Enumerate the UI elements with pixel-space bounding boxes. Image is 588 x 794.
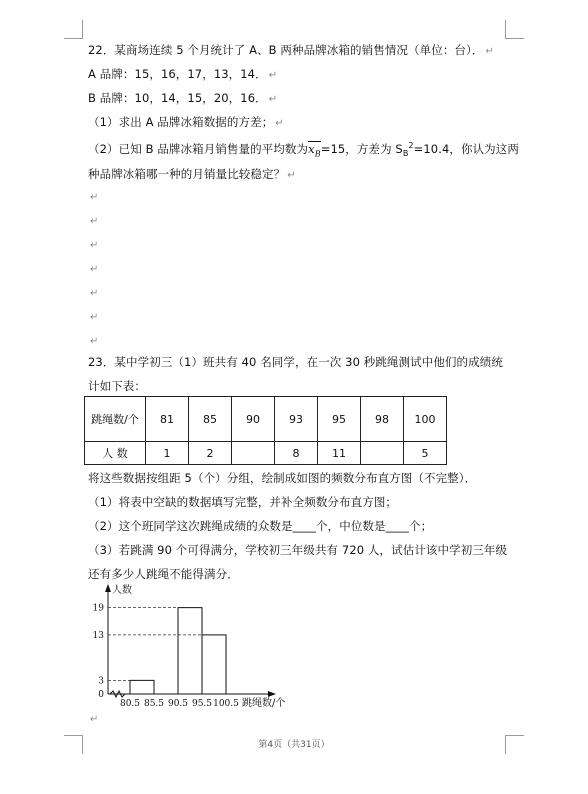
paragraph-mark-icon: ↵ [275, 118, 284, 129]
y-tick-label: 13 [92, 630, 104, 641]
q23-part1-text: （1）将表中空缺的数据填写完整，并补全频数分布直方图； [88, 495, 398, 509]
histogram-bar [130, 680, 154, 694]
q22-part2-b: =15，方差为 S [320, 141, 403, 156]
corner-mark-top-left [64, 20, 83, 39]
score-row-header: 跳绳数/个 [85, 397, 146, 442]
corner-mark-top-right [505, 20, 524, 39]
score-cell: 93 [275, 397, 318, 442]
variance-superscript: 2 [408, 141, 414, 150]
empty-paragraph-mark-icon: ↵ [90, 288, 99, 299]
y-tick-label: 19 [92, 603, 104, 614]
q23-title-line1 [88, 354, 503, 370]
score-cell: 100 [404, 397, 447, 442]
paragraph-mark-icon: ↵ [287, 170, 296, 181]
paragraph-mark-icon: ↵ [485, 46, 494, 57]
y-axis-label: 人数 [112, 585, 132, 596]
score-row [85, 397, 447, 442]
q23-part2-text: （2）这个班同学这次跳绳成绩的众数是____个，中位数是____个； [88, 519, 433, 533]
q22-part2-a: （2）已知 B 品牌冰箱月销售量的平均数为 [88, 141, 309, 156]
score-cell: 90 [232, 397, 275, 442]
empty-paragraph-mark-icon: ↵ [90, 240, 99, 251]
empty-paragraph-mark-icon: ↵ [90, 714, 99, 725]
q22-a-values-text: A 品牌：15，16，17，13，14． [88, 67, 267, 81]
count-cell-blank [232, 442, 275, 465]
q22-part2-line2-text: 种品牌冰箱哪一种的月销量比较稳定？ [88, 167, 286, 181]
score-cell: 98 [361, 397, 404, 442]
q22-title [88, 42, 494, 60]
empty-paragraph-mark-icon: ↵ [90, 264, 99, 275]
paragraph-mark-icon: ↵ [268, 70, 278, 81]
x-tick-label: 90.5 [167, 699, 189, 709]
y-tick-label: 0 [98, 690, 104, 700]
q23-part2 [88, 518, 432, 534]
q23-part3-line2-text: 还有多少人跳绳不能得满分． [88, 567, 239, 581]
score-table [84, 396, 447, 465]
q23-title-line2 [88, 378, 146, 394]
mean-symbol [308, 141, 321, 159]
variance-subscript: B [402, 149, 409, 159]
y-tick-label: 3 [98, 676, 104, 687]
count-cell: 5 [404, 442, 447, 465]
q22-a-values [88, 66, 277, 84]
count-cell: 1 [146, 442, 189, 465]
empty-paragraph-mark-icon: ↵ [90, 336, 99, 347]
histogram-bar [202, 635, 226, 694]
q23-part3-line2 [88, 566, 239, 582]
mean-subscript: B [314, 149, 321, 159]
score-cell: 95 [318, 397, 361, 442]
x-axis-label: 跳绳数/个 [242, 698, 286, 709]
score-cell: 85 [189, 397, 232, 442]
empty-paragraph-mark-icon: ↵ [90, 312, 99, 323]
q22-part1 [88, 114, 284, 132]
q22-part2-line2 [88, 166, 296, 184]
count-row [85, 442, 447, 465]
page-footer: 第4页（共31页） [258, 740, 330, 750]
score-cell: 81 [146, 397, 189, 442]
q22-part2 [88, 138, 519, 162]
q23-instruction-text: 将这些数据按组距 5（个）分组，绘制成如图的频数分布直方图（不完整）． [88, 471, 477, 485]
q22-b-values-text: B 品牌：10，14，15，20，16． [88, 91, 267, 105]
q22-part2-c: =10.4，你认为这两 [413, 141, 519, 156]
q23-part3-line1 [88, 542, 507, 558]
empty-paragraph-mark-icon: ↵ [90, 216, 99, 227]
x-tick-label: 80.5 [119, 699, 141, 709]
y-axis-arrow-icon [105, 584, 111, 592]
histogram-bar [178, 608, 202, 694]
q23-instruction [88, 470, 476, 486]
count-cell: 8 [275, 442, 318, 465]
x-tick-label: 95.5 [191, 699, 213, 709]
q23-part1 [88, 494, 397, 510]
count-cell-blank [361, 442, 404, 465]
x-tick-label: 85.5 [143, 699, 165, 709]
frequency-histogram [82, 582, 322, 714]
empty-paragraph-mark-icon: ↵ [90, 192, 99, 203]
mean-symbol-letter: x [308, 141, 315, 156]
count-cell: 2 [189, 442, 232, 465]
paragraph-mark-icon: ↵ [268, 94, 278, 105]
q23-part3-line1-text: （3）若跳满 90 个可得满分，学校初三年级共有 720 人，试估计该中学初三年级 [88, 543, 508, 557]
q23-title-line2-text: 计如下表： [88, 379, 146, 393]
x-axis-arrow-icon [268, 691, 276, 697]
q22-title-text: 22．某商场连续 5 个月统计了 A、B 两种品牌冰箱的销售情况（单位：台）． [88, 43, 484, 57]
q22-part1-text: （1）求出 A 品牌冰箱数据的方差； [88, 115, 274, 129]
q22-b-values [88, 90, 277, 108]
q23-title-line1-text: 23．某中学初三（1）班共有 40 名同学，在一次 30 秒跳绳测试中他们的成绩统 [88, 355, 503, 369]
count-row-header: 人 数 [85, 442, 146, 465]
x-tick-label: 100.5 [213, 699, 239, 709]
count-cell: 11 [318, 442, 361, 465]
